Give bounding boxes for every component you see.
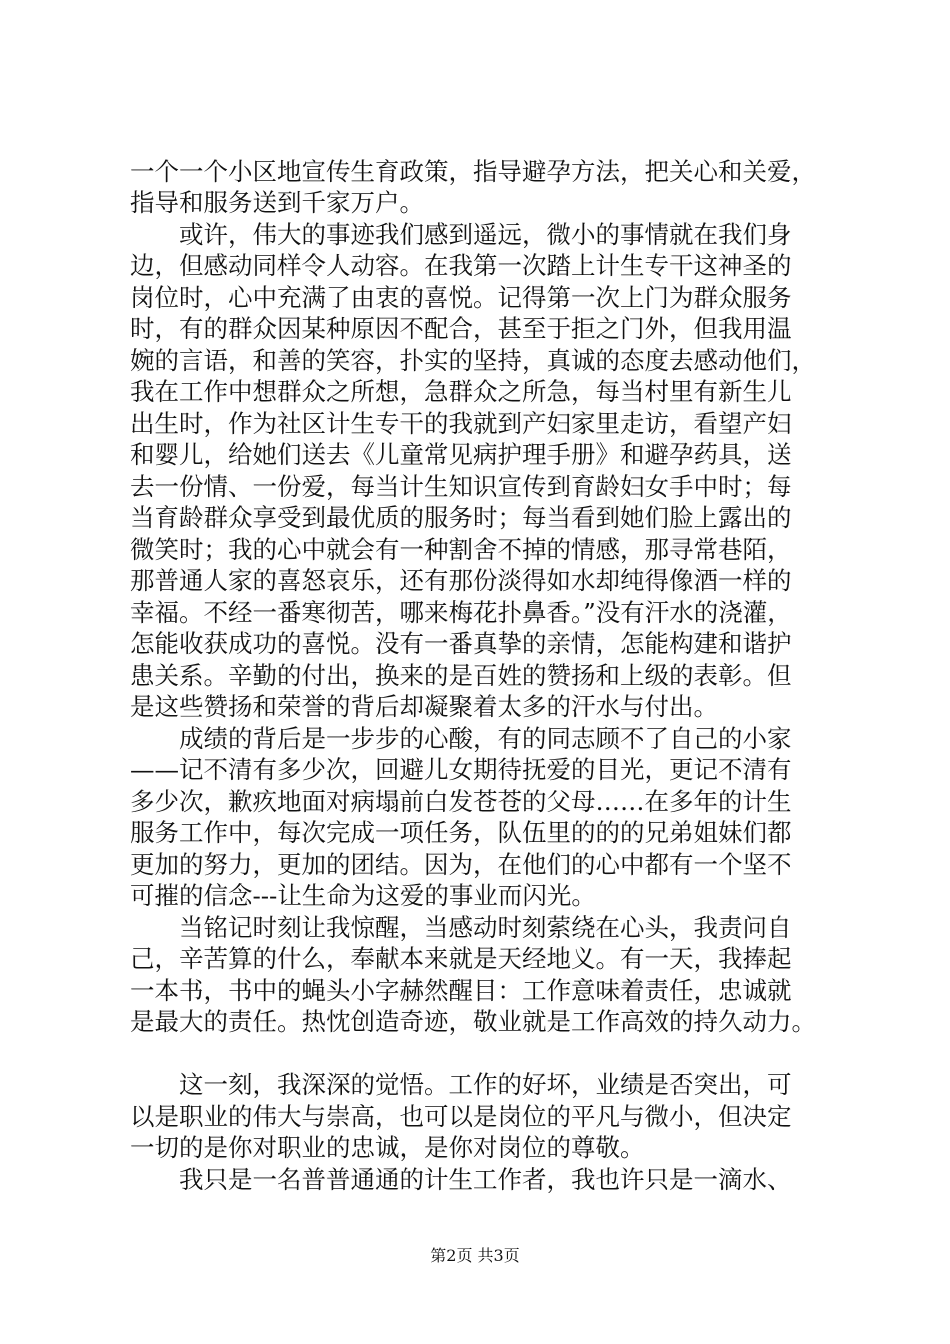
text-line: 出生时，作为社区计生专干的我就到产妇家里走访，看望产妇 xyxy=(130,409,792,438)
text-line: 患关系。辛勤的付出，换来的是百姓的赞扬和上级的表彰。但 xyxy=(130,661,792,690)
text-line: 这一刻，我深深的觉悟。工作的好坏，业绩是否突出，可 xyxy=(130,1070,792,1099)
text-line: 以是职业的伟大与崇高，也可以是岗位的平凡与微小，但决定 xyxy=(130,1102,792,1131)
text-line: 己，辛苦算的什么，奉献本来就是天经地义。有一天，我捧起 xyxy=(130,944,792,973)
text-line: 是这些赞扬和荣誉的背后却凝聚着太多的汗水与付出。 xyxy=(130,692,718,721)
text-line: 多少次，歉疚地面对病塌前白发苍苍的父母……在多年的计生 xyxy=(130,787,792,816)
text-line: 那普通人家的喜怒哀乐，还有那份淡得如水却纯得像酒一样的 xyxy=(130,566,792,595)
text-line: 服务工作中，每次完成一项任务，队伍里的的的兄弟姐妹们都 xyxy=(130,818,792,847)
text-line: 一个一个小区地宣传生育政策，指导避孕方法，把关心和关爱， xyxy=(130,157,816,186)
text-line: 幸福。不经一番寒彻苦，哪来梅花扑鼻香。”没有汗水的浇灌， xyxy=(130,598,792,627)
text-line: 或许，伟大的事迹我们感到遥远，微小的事情就在我们身 xyxy=(130,220,792,249)
text-line: 一切的是你对职业的忠诚，是你对岗位的尊敬。 xyxy=(130,1133,645,1162)
text-line: 是最大的责任。热忱创造奇迹，敬业就是工作高效的持久动力。 xyxy=(130,1007,816,1036)
text-line: 微笑时；我的心中就会有一种割舍不掉的情感，那寻常巷陌， xyxy=(130,535,792,564)
text-line: 和婴儿，给她们送去《儿童常见病护理手册》和避孕药具，送 xyxy=(130,440,792,469)
text-line: 时，有的群众因某种原因不配合，甚至于拒之门外，但我用温 xyxy=(130,314,792,343)
text-line: 更加的努力，更加的团结。因为，在他们的心中都有一个坚不 xyxy=(130,850,792,879)
text-line: 可摧的信念---让生命为这爱的事业而闪光。 xyxy=(130,881,596,910)
text-line: 去一份情、一份爱，每当计生知识宣传到育龄妇女手中时；每 xyxy=(130,472,792,501)
text-line: 我只是一名普普通通的计生工作者，我也许只是一滴水、 xyxy=(130,1165,792,1194)
text-line: 当育龄群众享受到最优质的服务时；每当看到她们脸上露出的 xyxy=(130,503,792,532)
text-line: 婉的言语，和善的笑容，扑实的坚持，真诚的态度去感动他们， xyxy=(130,346,816,375)
text-line: 指导和服务送到千家万户。 xyxy=(130,188,424,217)
text-line: 岗位时，心中充满了由衷的喜悦。记得第一次上门为群众服务 xyxy=(130,283,792,312)
text-line: 边，但感动同样令人动容。在我第一次踏上计生专干这神圣的 xyxy=(130,251,792,280)
page-footer: 第2页 共3页 xyxy=(430,1246,520,1265)
text-line: ——记不清有多少次，回避儿女期待抚爱的目光，更记不清有 xyxy=(130,755,792,784)
text-line: 成绩的背后是一步步的心酸，有的同志顾不了自己的小家 xyxy=(130,724,792,753)
text-line: 一本书，书中的蝇头小字赫然醒目：工作意味着责任，忠诚就 xyxy=(130,976,792,1005)
text-line: 当铭记时刻让我惊醒，当感动时刻萦绕在心头，我责问自 xyxy=(130,913,792,942)
text-line: 怎能收获成功的喜悦。没有一番真挚的亲情，怎能构建和谐护 xyxy=(130,629,792,658)
text-line: 我在工作中想群众之所想，急群众之所急，每当村里有新生儿 xyxy=(130,377,792,406)
